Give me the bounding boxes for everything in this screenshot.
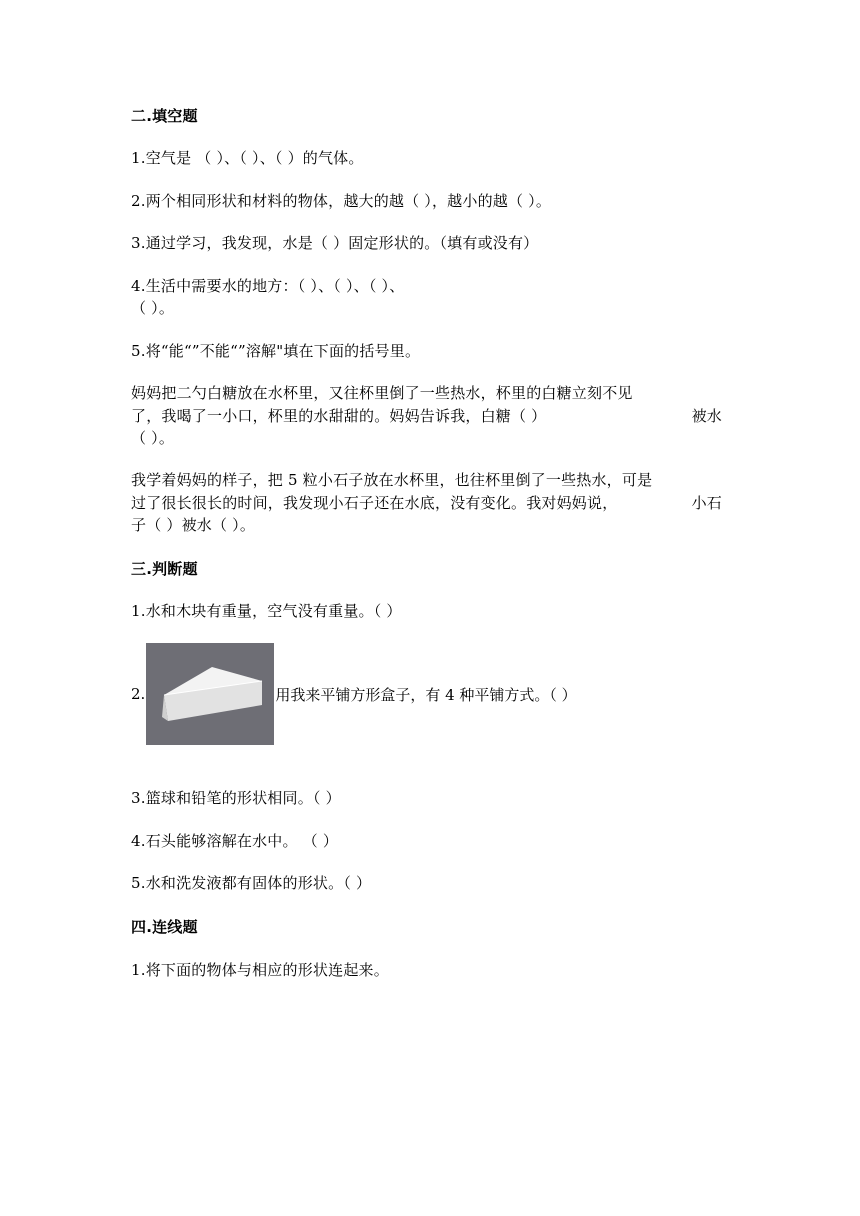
section-heading-fill-in: 二.填空题 [131,107,198,125]
fill-question-3: 3.通过学习，我发现，水是（ ）固定形状的。（填有或没有） [131,234,539,252]
fill-question-2: 2.两个相同形状和材料的物体，越大的越（ ），越小的越（ ）。 [131,192,552,210]
sugar-paragraph-line-3: （ ）。 [131,429,175,447]
sugar-paragraph-line-2-end: 被水 [691,407,722,425]
judge-question-4: 4.石头能够溶解在水中。 （ ） [131,832,339,850]
fill-question-1: 1.空气是 （ ）、（ ）、（ ）的气体。 [131,149,364,167]
fill-question-4-line-1: 4.生活中需要水的地方：（ ）、（ ）、（ ）、 [131,277,405,295]
fill-question-5: 5.将“能“”不能“”溶解"填在下面的括号里。 [131,342,421,360]
stone-paragraph-line-2-end: 小石 [691,494,722,512]
judge-question-3: 3.篮球和铅笔的形状相同。（ ） [131,789,341,807]
stone-paragraph-line-1: 我学着妈妈的样子，把 5 粒小石子放在水杯里，也往杯里倒了一些热水，可是 [131,471,653,489]
sugar-paragraph-line-2-start: 了，我喝了一小口，杯里的水甜甜的。妈妈告诉我，白糖（ ） [131,407,547,425]
judge-question-2-number: 2. [131,685,146,703]
section-heading-judge: 三.判断题 [131,560,198,578]
judge-question-5: 5.水和洗发液都有固体的形状。（ ） [131,874,372,892]
judge-question-1: 1.水和木块有重量，空气没有重量。（ ） [131,602,402,620]
triangular-prism-image [146,643,274,745]
sugar-paragraph-line-2 [131,405,722,427]
triangular-prism-icon [146,643,274,745]
stone-paragraph-line-2 [131,492,722,514]
matching-question-1: 1.将下面的物体与相应的形状连起来。 [131,961,389,979]
judge-question-2 [131,643,577,745]
stone-paragraph-line-3: 子（ ）被水（ ）。 [131,516,256,534]
stone-paragraph-line-2-start: 过了很长很长的时间，我发现小石子还在水底，没有变化。我对妈妈说， [131,494,618,512]
judge-question-2-text: 用我来平铺方形盒子，有 4 种平铺方式。（ ） [275,685,577,704]
fill-question-4-line-2: （ ）。 [131,299,175,317]
section-heading-matching: 四.连线题 [131,918,198,936]
sugar-paragraph-line-1: 妈妈把二勺白糖放在水杯里，又往杯里倒了一些热水，杯里的白糖立刻不见 [131,384,633,402]
